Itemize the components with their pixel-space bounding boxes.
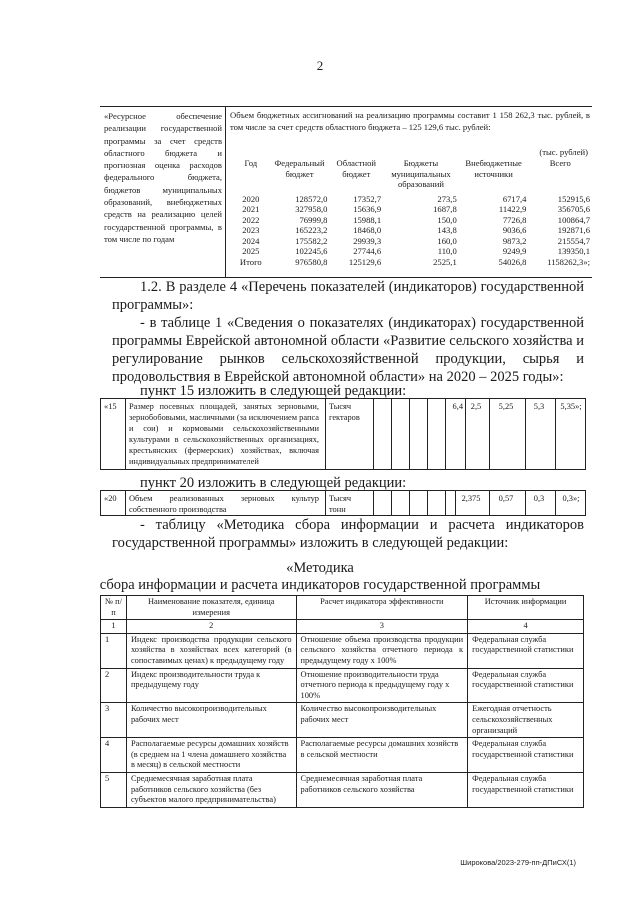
cell: 15636,9: [353, 204, 382, 214]
cell: 2020: [242, 193, 260, 204]
cell: Среднемесячная заработная плата работников сельского хозяйства (без субъектов малого предпринимательства): [126, 772, 296, 807]
header-year: Год: [244, 158, 258, 168]
paragraph-point15: пункт 15 изложить в следующей редакции:: [140, 383, 407, 399]
method-row: [101, 633, 584, 668]
cell-divider: [555, 491, 556, 515]
cell: 150,0: [437, 214, 457, 225]
cell: 6717,4: [502, 193, 527, 204]
paragraph-1-2: 1.2. В разделе 4 «Перечень показателей (индикаторов) государственной программы»:: [112, 279, 584, 313]
header-total: Всего: [549, 158, 571, 168]
cell: 9873,2: [502, 235, 527, 246]
row15-value: 5,25: [498, 402, 514, 411]
header-calc: Расчет индикатора эффективности: [296, 596, 468, 620]
header-regional: Областной бюджет: [336, 158, 377, 179]
header-indicator: Наименование показателя, единица измерения: [126, 596, 296, 620]
cell: 54026,8: [498, 256, 527, 267]
cell: 100864,7: [557, 214, 590, 225]
resource-intro: Объем бюджетных ассигнований на реализацию программы составит 1 158 262,3 тыс. рублей, в том числе за счет средств областного бюджета – 125 129,6 тыс. рублей:: [230, 110, 590, 132]
cell-divider: [427, 399, 428, 469]
cell-divider: [555, 399, 556, 469]
cell: 165223,2: [295, 225, 328, 235]
paragraph-method: - таблицу «Методика сбора информации и расчета индикаторов государственной программы» изложить в следующей редакции:: [112, 517, 584, 551]
row15-name: Размер посевных площадей, занятых зерновыми, зернобобовыми, масличными (за исключением рапса и сои) и кормовыми сельскохозяйственными культурами в сельскохозяйственных организациях, крестьянских (фермерских) хозяйствах, включая индивидуальных предпринимателей: [129, 402, 319, 466]
row15-unit: Тысяч гектаров: [329, 402, 360, 422]
finance-row: [232, 246, 592, 257]
cell: 7726,8: [502, 214, 527, 225]
cell: Федеральная служба государственной статистики: [468, 633, 584, 668]
cell: 9249,9: [502, 246, 527, 256]
row20-value: 2,375: [461, 494, 481, 503]
cell: 143,8: [437, 225, 457, 235]
resource-table: [100, 106, 592, 278]
cell: Итого: [239, 256, 262, 267]
row20-number: «20: [104, 494, 117, 503]
column-divider: [225, 107, 226, 277]
cell: 160,0: [437, 235, 457, 246]
cell: 15988,1: [353, 214, 382, 225]
cell: 4: [101, 738, 127, 773]
cell: 102245,6: [295, 246, 328, 256]
cell: 976580,8: [295, 256, 328, 267]
cell: 17352,7: [353, 193, 382, 204]
cell: 18468,0: [353, 225, 382, 235]
cell: 29939,3: [353, 235, 382, 246]
cell: 273,5: [437, 193, 457, 204]
method-colnum-row: [101, 620, 584, 634]
header-federal: Федеральный бюджет: [274, 158, 325, 179]
row15-value: 6,4: [452, 402, 463, 411]
cell: Федеральная служба государственной статистики: [468, 738, 584, 773]
indicator-row-15: [100, 398, 586, 470]
cell: 327958,0: [295, 204, 328, 214]
paragraph-point20: пункт 20 изложить в следующей редакции:: [140, 475, 407, 491]
cell: 356705,6: [557, 204, 590, 214]
cell: 125129,6: [348, 256, 382, 267]
units-label: (тыс. рублей): [539, 147, 588, 157]
row20-value: 0,57: [498, 494, 514, 503]
cell: 1687,8: [433, 204, 457, 214]
cell: 215554,7: [557, 235, 590, 246]
cell: Среднемесячная заработная плата работников сельского хозяйства: [296, 772, 468, 807]
cell: 128572,0: [295, 193, 328, 204]
header-source: Источник информации: [468, 596, 584, 620]
cell: Отношение объема производства продукции сельского хозяйства отчетного периода к предыдущему году х 100%: [296, 633, 468, 668]
finance-table: [232, 158, 592, 267]
row20-unit: Тысяч тонн: [329, 494, 352, 514]
cell: Располагаемые ресурсы домашних хозяйств (в среднем на 1 члена домашнего хозяйства в месяц) в сельской местности: [126, 738, 296, 773]
header-extrabudget: Внебюджетные источники: [465, 158, 522, 179]
cell: 2024: [242, 235, 260, 246]
cell: 3: [296, 620, 468, 634]
cell-divider: [125, 399, 126, 469]
method-row: [101, 668, 584, 703]
footer-reference: Широкова/2023-279-пп-ДПиСХ(1): [460, 858, 576, 867]
cell-divider: [391, 491, 392, 515]
row15-number: «15: [104, 402, 117, 411]
cell: Располагаемые ресурсы домашних хозяйств в сельской местности: [296, 738, 468, 773]
method-row: [101, 772, 584, 807]
row15-value: 5,3: [533, 402, 545, 411]
cell-divider: [373, 399, 374, 469]
cell-divider: [391, 399, 392, 469]
finance-row: [232, 236, 592, 247]
cell-divider: [325, 491, 326, 515]
cell: 1: [101, 633, 127, 668]
cell: 4: [468, 620, 584, 634]
row15-value: 5,35»;: [560, 402, 582, 411]
cell: 1158262,3»;: [547, 256, 590, 267]
cell: 175582,2: [295, 235, 328, 246]
cell: Ежегодная отчетность сельскохозяйственных организаций: [468, 703, 584, 738]
methodology-table: [100, 595, 584, 808]
header-municipal: Бюджеты муниципальных образований: [391, 158, 451, 189]
cell: 2: [101, 668, 127, 703]
cell: Индекс производства продукции сельского хозяйства в хозяйствах всех категорий (в сопоставимых ценах) к предыдущему году: [126, 633, 296, 668]
cell: 1: [101, 620, 127, 634]
cell: 5: [101, 772, 127, 807]
finance-row: [232, 204, 592, 215]
cell: Индекс производительности труда к предыдущему году: [126, 668, 296, 703]
cell: 2: [126, 620, 296, 634]
cell: Отношение производительности труда отчетного периода к предыдущему году х 100%: [296, 668, 468, 703]
method-row: [101, 703, 584, 738]
finance-row: [232, 194, 592, 205]
cell: Федеральная служба государственной статистики: [468, 668, 584, 703]
cell: 2025: [242, 246, 260, 256]
cell-divider: [325, 399, 326, 469]
cell: 2022: [242, 214, 260, 225]
finance-header-row: [232, 158, 592, 194]
cell: 2021: [242, 204, 260, 214]
cell-divider: [125, 491, 126, 515]
cell: 3: [101, 703, 127, 738]
cell: Федеральная служба государственной статистики: [468, 772, 584, 807]
resource-left-cell: «Ресурсное обеспечение реализации государственной программы за счет средств областного бюджета и прогнозная оценка расходов федерального бюджета, бюджетов муниципальных образований, внебюджетных средств на реализацию целей государственной программы, в том числе по годам: [104, 111, 222, 244]
cell: 2023: [242, 225, 260, 235]
method-header-row: [101, 596, 584, 620]
header-num: № п/п: [101, 596, 127, 620]
cell: 192871,6: [557, 225, 590, 235]
method-title-1: «Методика: [286, 560, 354, 576]
method-title-2: сбора информации и расчета индикаторов государственной программы: [99, 577, 541, 593]
finance-row: [232, 225, 592, 236]
cell: Количество высокопроизводительных рабочих мест: [296, 703, 468, 738]
cell: 152915,6: [557, 193, 590, 204]
cell: 9036,6: [502, 225, 527, 235]
indicator-row-20: [100, 490, 586, 516]
cell: 11422,9: [498, 204, 527, 214]
cell: 2525,1: [433, 256, 457, 267]
cell: 110,0: [437, 246, 457, 256]
finance-total-row: [232, 257, 592, 268]
cell-divider: [373, 491, 374, 515]
page-number: 2: [316, 58, 324, 73]
cell-divider: [427, 491, 428, 515]
row20-name: Объем реализованных зерновых культур собственного производства: [129, 494, 319, 514]
cell-divider: [409, 491, 410, 515]
cell: 76999,8: [299, 214, 328, 225]
row20-value: 0,3: [533, 494, 545, 503]
cell: 27744,6: [353, 246, 382, 256]
cell: 139350,1: [557, 246, 590, 256]
paragraph-table1: - в таблице 1 «Сведения о показателях (индикаторах) государственной программы Еврейской автономной области «Развитие сельского хозяйства и регулирование рынков сельскохозяйственной продукции, сырья и продовольствия в Еврейской автономной области» на 2020 – 2025 годы»:: [112, 315, 584, 385]
row20-value: 0,3»;: [562, 494, 580, 503]
finance-row: [232, 215, 592, 226]
row15-value: 2,5: [470, 402, 482, 411]
cell-divider: [445, 491, 446, 515]
method-row: [101, 738, 584, 773]
cell: Количество высокопроизводительных рабочих мест: [126, 703, 296, 738]
cell-divider: [409, 399, 410, 469]
